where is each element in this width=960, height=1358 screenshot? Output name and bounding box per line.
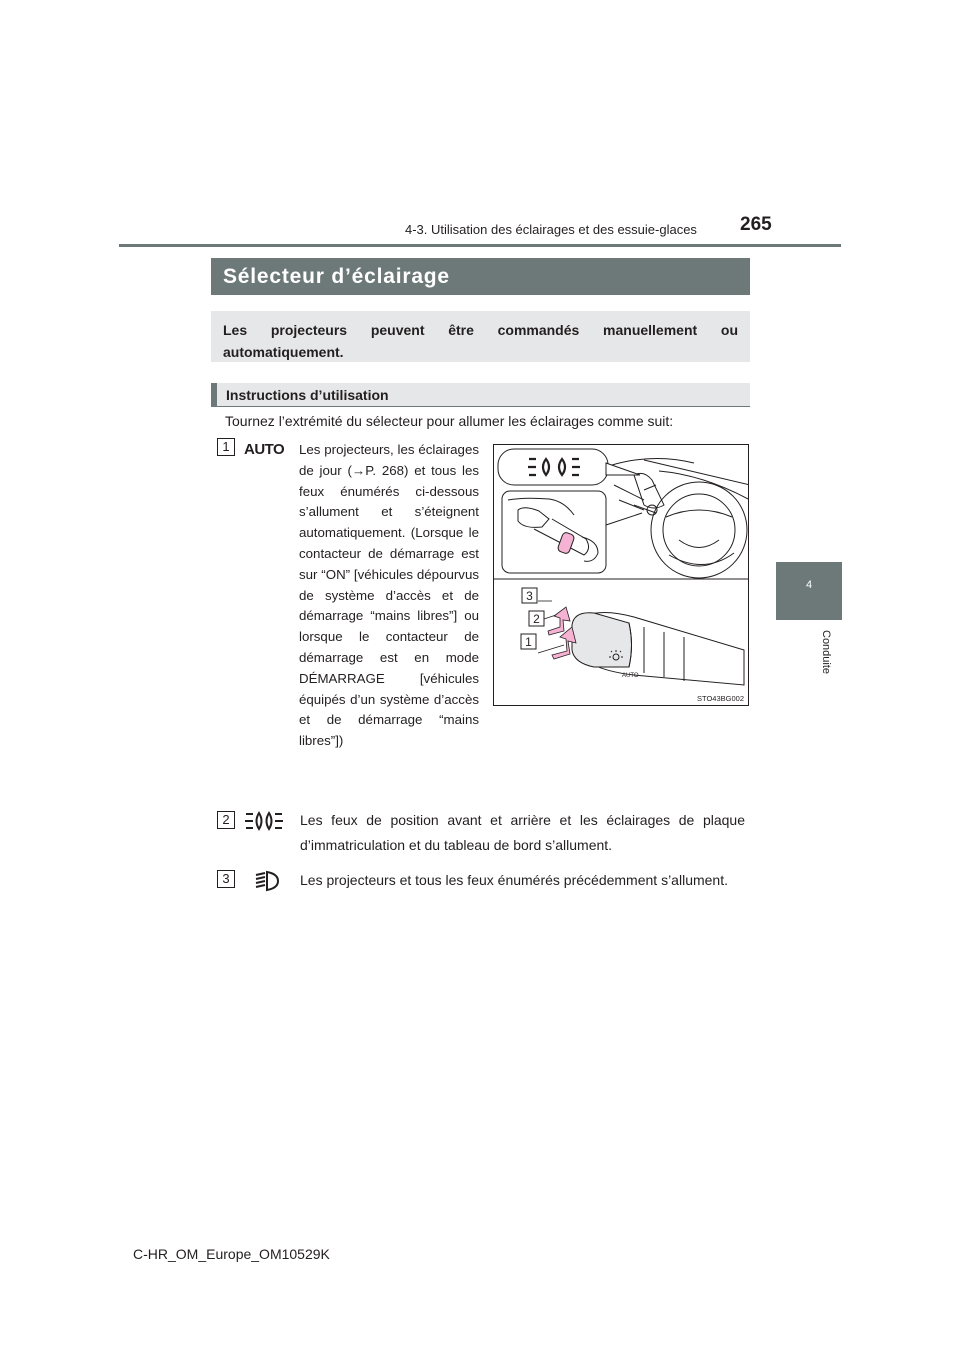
item-number-2: 2 bbox=[217, 811, 235, 829]
callout-3: 3 bbox=[526, 589, 533, 603]
light-switch-illustration bbox=[493, 444, 749, 706]
position-lamp-icon bbox=[244, 810, 284, 837]
subsection-header: Instructions d’utilisation bbox=[211, 383, 750, 407]
chapter-tab[interactable]: 4 bbox=[776, 562, 842, 620]
item-1-text: Les projecteurs, les éclairages de jour (→P. 268) et tous les feux énumérés ci-dessous s’allument et s’éteignent automatiquement. (Lorsque le contacteur de démarrage est sur “ON” [véhicules dépourvus de système d’accès et de démarrage “mains libres”] ou lorsque le contacteur de démarrage est en mode DÉMARRAGE [véhicules équipés d’un système d’accès et de démarrage “mains libres”]) bbox=[299, 442, 479, 749]
auto-symbol: AUTO bbox=[244, 441, 285, 458]
header-rule bbox=[119, 244, 841, 247]
figure-auto-label: AUTO bbox=[622, 673, 639, 679]
item-number-3: 3 bbox=[217, 870, 235, 888]
light-switch-drawing bbox=[494, 445, 749, 706]
chapter-label: Conduite bbox=[820, 630, 832, 675]
item-number-1: 1 bbox=[217, 438, 235, 456]
callout-2: 2 bbox=[533, 612, 540, 626]
document-footer: C-HR_OM_Europe_OM10529K bbox=[133, 1246, 330, 1262]
running-header: 4-3. Utilisation des éclairages et des essuie-glaces bbox=[405, 222, 697, 237]
instruction-text: Tournez l’extrémité du sélecteur pour allumer les éclairages comme suit: bbox=[225, 413, 674, 429]
page-number: 265 bbox=[740, 214, 772, 235]
headlamp-icon bbox=[254, 870, 280, 897]
item-3-text: Les projecteurs et tous les feux énumérés précédemment s’allument. bbox=[300, 872, 728, 888]
callout-1: 1 bbox=[525, 635, 532, 649]
item-2-text: Les feux de position avant et arrière et les éclairages de plaque d’immatriculation et du tableau de bord s’allument. bbox=[300, 812, 745, 853]
section-title: Sélecteur d’éclairage bbox=[211, 258, 750, 295]
intro-text: Les projecteurs peuvent être commandés manuellement ou automatiquement. bbox=[211, 311, 750, 362]
figure-code: STO43BG002 bbox=[697, 694, 744, 703]
